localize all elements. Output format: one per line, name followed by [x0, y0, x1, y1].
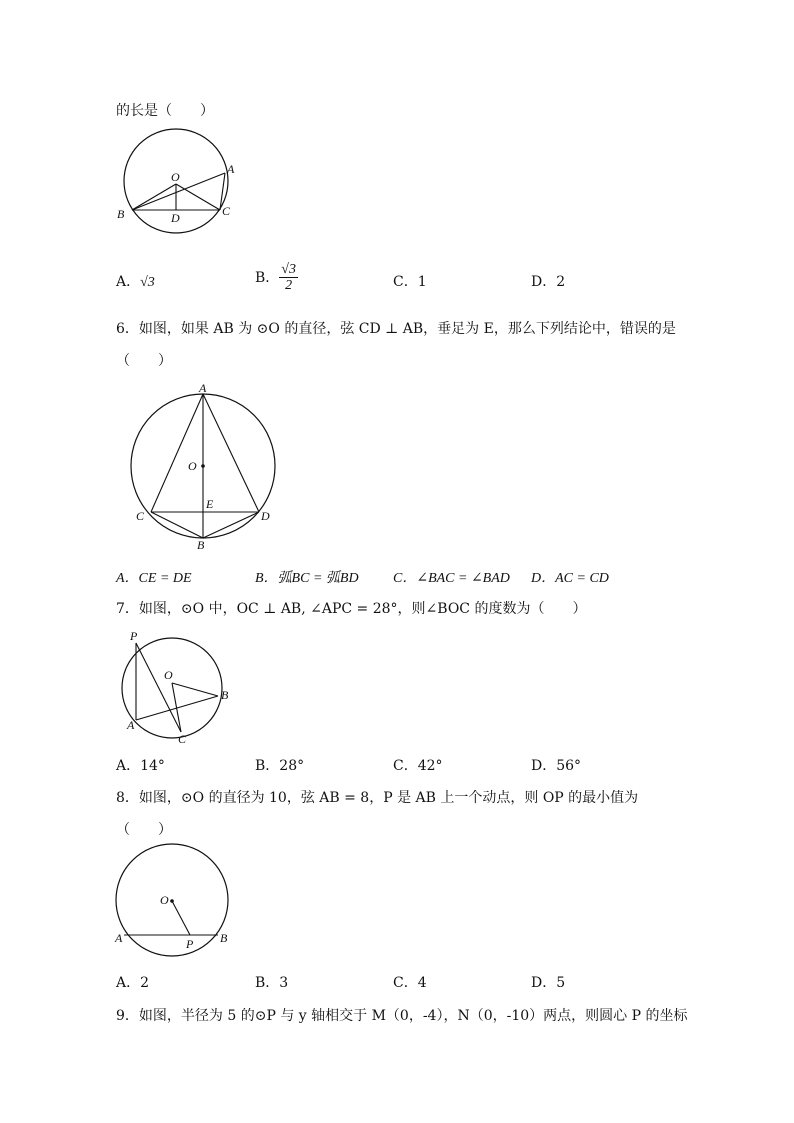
q6-figure: [125, 380, 285, 552]
q8-figure: [110, 842, 240, 962]
q8-option-d: D．5: [531, 975, 566, 991]
q5-label-d: D: [171, 211, 180, 225]
q5-stem-end: 的长是（ ）: [116, 103, 214, 119]
q9-stem: 9．如图，半径为 5 的⊙P 与 y 轴相交于 M（0，-4），N（0，-10）两点，则圆心 P 的坐标: [116, 1008, 688, 1024]
q5-option-a: A．√3: [116, 274, 155, 290]
q6-label-c: C: [136, 509, 145, 523]
q6-label-a: A: [199, 381, 207, 395]
q7-label-a: A: [127, 718, 135, 732]
q6-label-o: O: [188, 459, 197, 473]
q8-label-a: A: [115, 931, 123, 945]
q7-label-p: P: [130, 629, 138, 643]
q7-label-b: B: [221, 688, 229, 702]
q5-label-c: C: [222, 204, 231, 218]
q6-stem: 6．如图，如果 AB 为 ⊙O 的直径，弦 CD ⊥ AB，垂足为 E，那么下列结论中，错误的是: [116, 321, 676, 337]
q7-label-c: C: [178, 732, 187, 746]
q6-paren: （ ）: [116, 353, 172, 369]
q5-option-b: B． $\frac{√3}{2}$: [255, 262, 296, 294]
q6-option-b: B．弧BC = 弧BD: [255, 571, 359, 586]
q5-option-d: D．2: [531, 274, 566, 290]
q5-label-b: B: [117, 207, 125, 221]
q8-option-a: A．2: [116, 975, 150, 991]
q7-option-d: D．56°: [531, 758, 582, 774]
q6-option-d: D．AC = CD: [531, 571, 609, 586]
q7-option-a: A．14°: [116, 758, 165, 774]
q5-option-c: C．1: [393, 274, 427, 290]
q8-option-c: C．4: [393, 975, 427, 991]
q8-label-b: B: [220, 931, 228, 945]
q8-stem: 8．如图，⊙O 的直径为 10，弦 AB = 8，P 是 AB 上一个动点，则 OP 的最小值为: [116, 790, 639, 806]
q8-option-b: B．3: [255, 975, 289, 991]
q5-label-o: O: [171, 170, 180, 184]
q8-label-o: O: [160, 893, 169, 907]
q7-option-c: C．42°: [393, 758, 443, 774]
q8-label-p: P: [186, 937, 194, 951]
q5-figure: [112, 128, 252, 243]
q6-option-c: C．∠BAC = ∠BAD: [393, 571, 510, 586]
q6-label-b: B: [197, 538, 205, 552]
q7-figure: [118, 628, 238, 746]
q7-stem: 7．如图，⊙O 中，OC ⊥ AB, ∠APC = 28°，则∠BOC 的度数为（ ）: [116, 601, 587, 617]
q6-option-a: A．CE = DE: [116, 571, 192, 586]
q7-label-o: O: [164, 668, 173, 682]
q8-paren: （ ）: [116, 822, 172, 838]
q7-option-b: B．28°: [255, 758, 305, 774]
q6-label-d: D: [261, 509, 270, 523]
q6-label-e: E: [206, 497, 214, 511]
q5-label-a: A: [227, 162, 235, 176]
